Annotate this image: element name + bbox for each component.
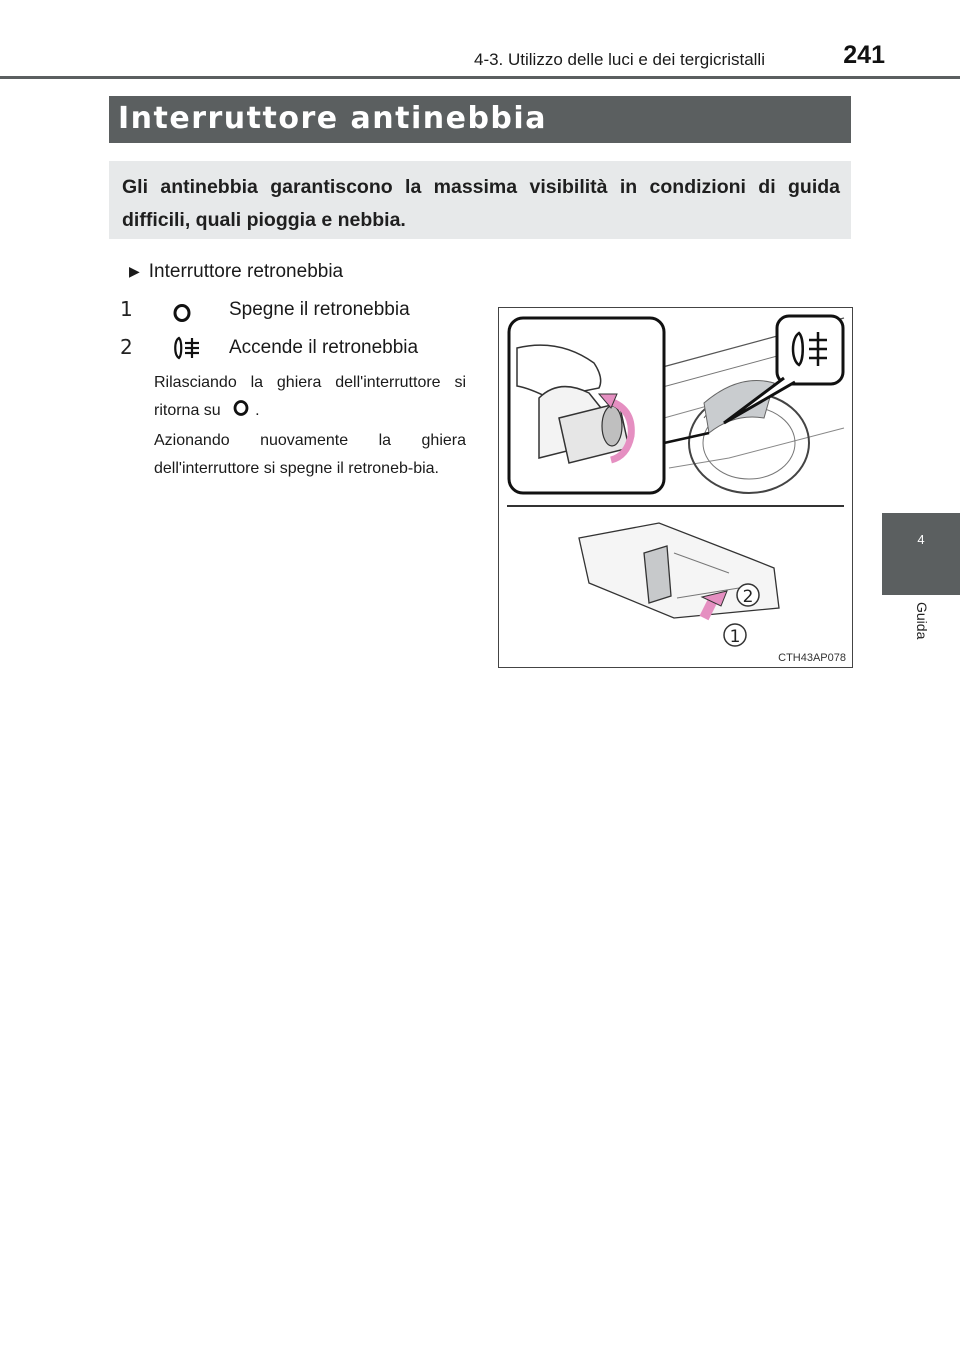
chapter-label: Guida — [914, 602, 930, 640]
sub-heading-text: Interruttore retronebbia — [148, 261, 344, 282]
fog-off-icon — [172, 303, 192, 323]
figure-callout: 1 — [729, 627, 741, 647]
step-text: Spegne il retronebbia — [229, 299, 410, 320]
header-rule — [0, 76, 960, 79]
page-number: 241 — [843, 41, 885, 69]
page-title: Interruttore antinebbia — [118, 101, 547, 136]
note-text: Rilasciando la ghiera dell'interruttore si ritorna su — [154, 374, 466, 419]
header-section-title: 4-3. Utilizzo delle luci e dei tergicristalli — [473, 50, 765, 69]
step-number: 2 — [120, 335, 133, 359]
triangle-bullet-icon: ▶ — [129, 263, 140, 279]
sub-heading — [129, 261, 343, 283]
figure — [498, 307, 853, 668]
steering-column-illustration — [499, 308, 852, 667]
note-paragraph — [154, 369, 466, 425]
rear-fog-light-icon — [170, 336, 204, 360]
figure-code: CTH43AP078 — [778, 652, 846, 664]
note-paragraph: Azionando nuovamente la ghiera dell'interruttore si spegne il retroneb-bia. — [154, 432, 466, 477]
note-text: . — [255, 402, 260, 419]
step-number: 1 — [120, 297, 133, 321]
figure-callout: 2 — [742, 587, 754, 607]
chapter-tab — [882, 513, 960, 595]
step-text: Accende il retronebbia — [229, 337, 419, 358]
chapter-number: 4 — [917, 532, 925, 547]
chapter-tab-label-area — [882, 600, 960, 660]
fog-off-icon — [231, 399, 253, 417]
intro-text: Gli antinebbia garantiscono la massima visibilità in condizioni di guida difficili, quali pioggia e nebbia. — [122, 176, 840, 231]
